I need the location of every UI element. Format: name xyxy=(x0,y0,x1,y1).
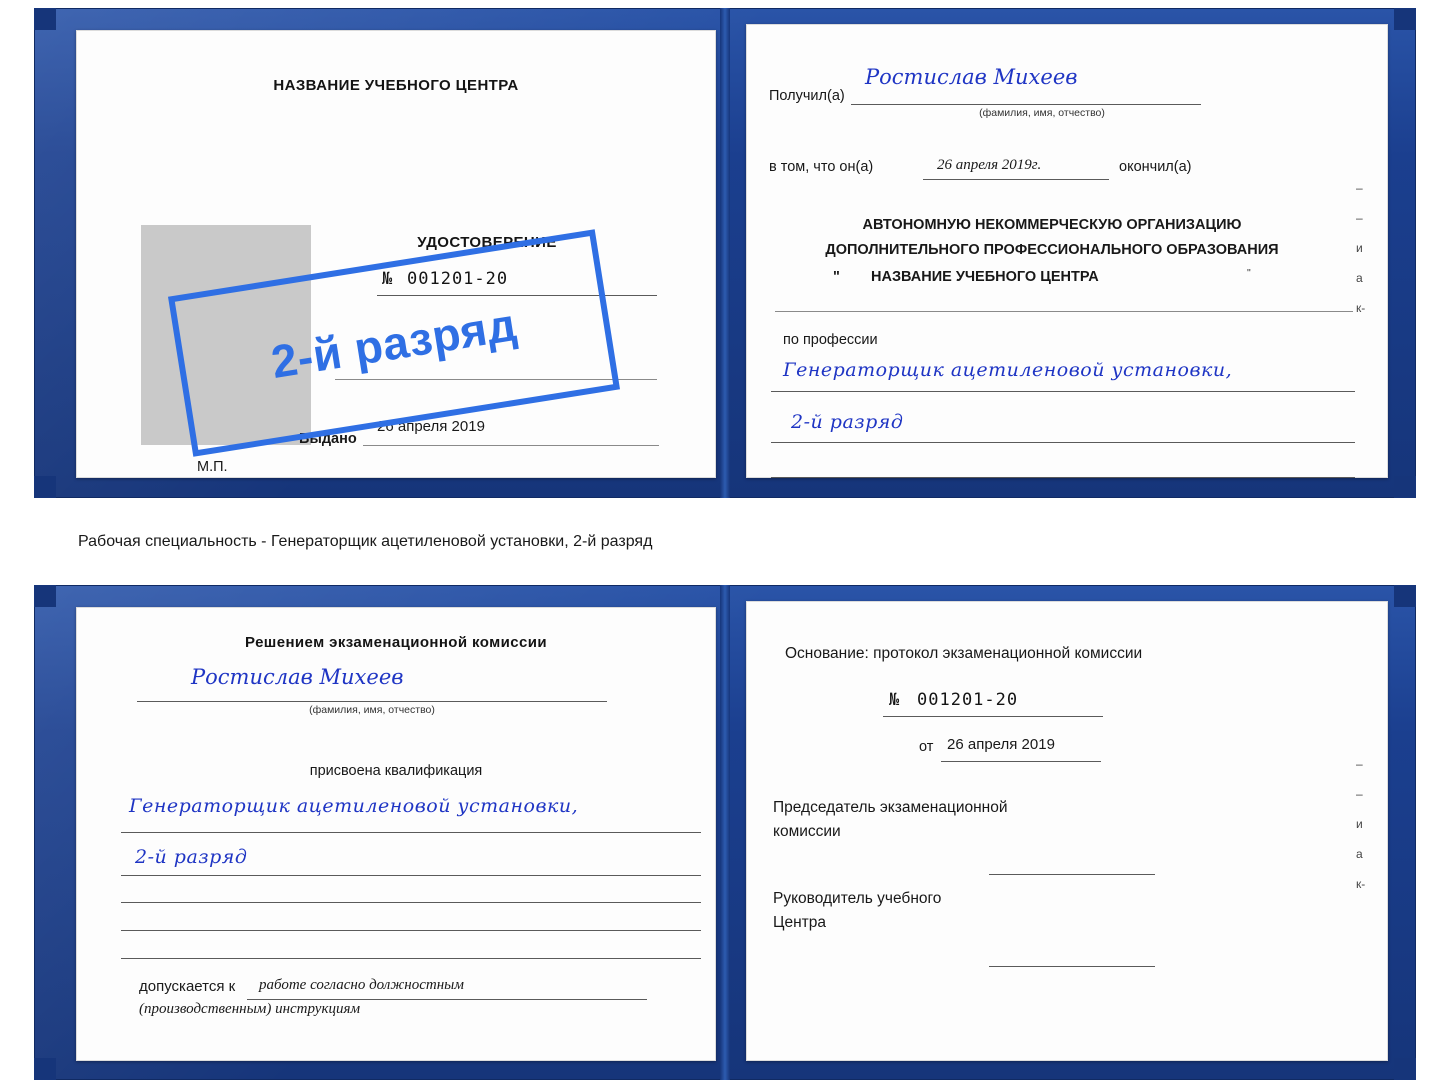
profession-line-1: Генераторщик ацетиленовой установки, xyxy=(783,359,1233,381)
edge-dash: – xyxy=(1356,787,1363,801)
cover-corner xyxy=(1394,8,1416,30)
qualification-underline-4 xyxy=(121,930,701,931)
profession-line-2: 2-й разряд xyxy=(791,411,904,433)
qualification-underline-3 xyxy=(121,902,701,903)
protocol-number-underline xyxy=(883,716,1103,717)
book-spine xyxy=(720,585,730,1080)
protocol-number: 001201-20 xyxy=(917,690,1019,710)
commission-heading: Решением экзаменационной комиссии xyxy=(245,634,547,651)
edge-dash: – xyxy=(1356,757,1363,771)
qualification-label: присвоена квалификация xyxy=(309,763,483,779)
edge-char: а xyxy=(1356,847,1363,861)
qualification-underline-2 xyxy=(121,875,701,876)
allowed-label: допускается к xyxy=(139,978,236,995)
qualification-line-1: Генераторщик ацетиленовой установки, xyxy=(129,795,579,817)
completion-date: 26 апреля 2019г. xyxy=(937,157,1042,173)
issue-date: 26 апреля 2019 xyxy=(377,418,485,435)
issue-date-underline xyxy=(363,445,659,446)
protocol-date-underline xyxy=(941,761,1101,762)
profession-underline-1 xyxy=(771,391,1355,392)
graduate-name-underline xyxy=(137,701,607,702)
seal-label: М.П. xyxy=(197,459,228,475)
protocol-date: 26 апреля 2019 xyxy=(947,736,1055,753)
fio-hint: (фамилия, имя, отчество) xyxy=(309,704,435,716)
certificate-page-right-top xyxy=(746,24,1388,478)
chairman-line-2: комиссии xyxy=(773,823,841,840)
edge-char: к- xyxy=(1356,301,1366,315)
profession-underline-2 xyxy=(771,442,1355,443)
chairman-line-1: Председатель экзаменационной xyxy=(773,799,1008,816)
certificate-book-bottom xyxy=(34,585,1416,1080)
cover-corner xyxy=(34,1058,56,1080)
received-label: Получил(а) xyxy=(769,88,845,104)
edge-char: и xyxy=(1356,817,1363,831)
page-caption: Рабочая специальность - Генераторщик ацетиленовой установки, 2-й разряд xyxy=(78,533,653,550)
grade-stamp: 2-й разряд xyxy=(168,229,620,457)
number-symbol: № xyxy=(382,269,394,289)
organization-line-2: ДОПОЛНИТЕЛЬНОГО ПРОФЕССИОНАЛЬНОГО ОБРАЗОВАНИЯ xyxy=(825,242,1279,258)
that-he-label: в том, что он(а) xyxy=(769,159,874,175)
cover-corner xyxy=(1394,476,1416,498)
qualification-line-2: 2-й разряд xyxy=(135,846,248,868)
training-center-title: НАЗВАНИЕ УЧЕБНОГО ЦЕНТРА xyxy=(273,77,519,94)
completion-date-underline xyxy=(923,179,1109,180)
head-line-1: Руководитель учебного xyxy=(773,890,942,907)
cover-corner xyxy=(34,476,56,498)
book-spine xyxy=(720,8,730,498)
edge-char: к- xyxy=(1356,877,1366,891)
organization-name: НАЗВАНИЕ УЧЕБНОГО ЦЕНТРА xyxy=(871,269,1099,285)
document-type-title: УДОСТОВЕРЕНИЕ xyxy=(417,234,557,251)
cover-corner xyxy=(1394,585,1416,607)
profession-label: по профессии xyxy=(783,332,878,348)
edge-dash: – xyxy=(1356,211,1363,225)
fio-hint: (фамилия, имя, отчество) xyxy=(979,107,1105,119)
issued-label: Выдано xyxy=(299,431,357,447)
cover-corner xyxy=(1394,1058,1416,1080)
certificate-page-left-bottom xyxy=(76,607,716,1061)
allowed-line-2: (производственным) инструкциям xyxy=(139,1001,361,1017)
organization-line-1: АВТОНОМНУЮ НЕКОММЕРЧЕСКУЮ ОРГАНИЗАЦИЮ xyxy=(862,217,1242,233)
profession-underline-3 xyxy=(771,477,1355,478)
recipient-name: Ростислав Михеев xyxy=(865,65,1078,89)
edge-char: а xyxy=(1356,271,1363,285)
edge-text-bottom xyxy=(1356,749,1365,899)
recipient-name-underline xyxy=(851,104,1201,105)
basis-label: Основание: протокол экзаменационной комиссии xyxy=(785,645,1143,662)
graduate-name: Ростислав Михеев xyxy=(191,665,404,689)
quote-open: " xyxy=(833,269,840,285)
certificate-number: 001201-20 xyxy=(407,269,509,289)
org-underline xyxy=(775,311,1353,312)
allowed-line-1: работе согласно должностным xyxy=(259,977,464,993)
head-line-2: Центра xyxy=(773,914,826,931)
cover-corner xyxy=(34,8,56,30)
quote-close: " xyxy=(1247,267,1251,279)
cover-corner xyxy=(34,585,56,607)
number-symbol: № xyxy=(889,690,901,710)
certificate-page-right-bottom xyxy=(746,601,1388,1061)
date-prefix: от xyxy=(919,739,934,755)
qualification-underline-1 xyxy=(121,832,701,833)
edge-text-top xyxy=(1356,173,1365,323)
finished-label: окончил(а) xyxy=(1119,159,1192,175)
edge-dash: – xyxy=(1356,181,1363,195)
head-signature-line xyxy=(989,966,1155,967)
qualification-underline-5 xyxy=(121,958,701,959)
chairman-signature-line xyxy=(989,874,1155,875)
allowed-underline xyxy=(247,999,647,1000)
edge-char: и xyxy=(1356,241,1363,255)
